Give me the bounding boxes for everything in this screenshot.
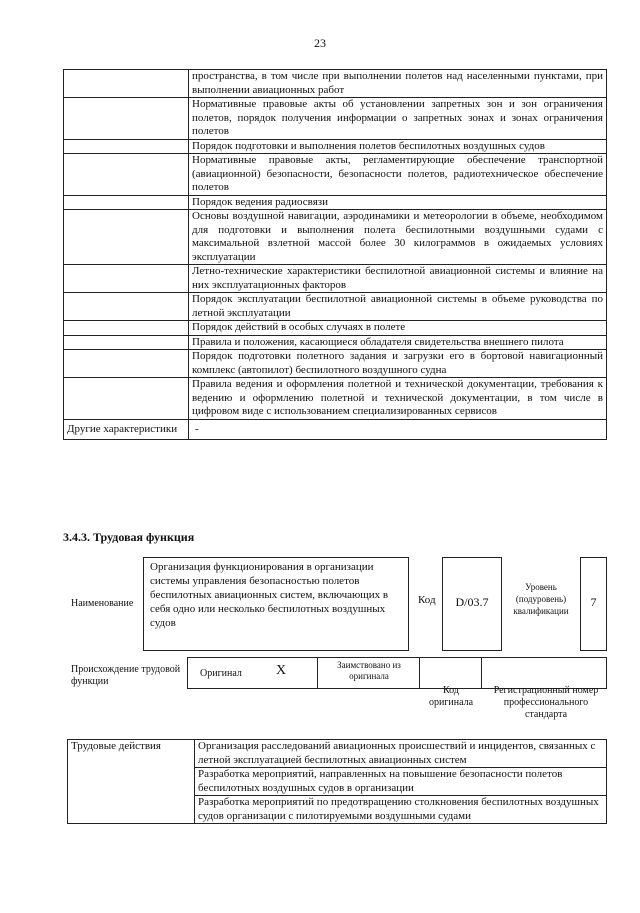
table-cell: Разработка мероприятий по предотвращению столкновения беспилотных воздушных судов организации с пилотируемыми воздушными судами bbox=[195, 796, 607, 824]
table-row bbox=[64, 350, 607, 378]
table-cell: Организация расследований авиационных происшествий и инцидентов, связанных с летной эксплуатацией беспилотных авиационных систем bbox=[195, 740, 607, 768]
table-cell bbox=[64, 293, 189, 321]
section-title: 3.4.3. Трудовая функция bbox=[63, 530, 195, 544]
level-label: Уровень (подуровень) квалификации bbox=[513, 582, 569, 616]
table-cell: Порядок подготовки полетного задания и загрузки его в бортовой навигационный комплекс (автопилот) беспилотного воздушного судна bbox=[189, 350, 607, 378]
actions-label: Трудовые действия bbox=[68, 740, 195, 824]
table-cell bbox=[64, 139, 189, 154]
table-cell bbox=[64, 210, 189, 265]
actions-table bbox=[67, 739, 607, 824]
code-label: Код bbox=[418, 594, 436, 606]
table-row bbox=[64, 321, 607, 336]
table-row bbox=[64, 98, 607, 140]
table-cell: Порядок ведения радиосвязи bbox=[189, 195, 607, 210]
original-label: Оригинал bbox=[200, 668, 242, 679]
table-cell bbox=[64, 321, 189, 336]
table-cell: Порядок эксплуатации беспилотной авиационной системы в объеме руководства по летной эксплуатации bbox=[189, 293, 607, 321]
table-cell bbox=[64, 98, 189, 140]
table-cell: Правила ведения и оформления полетной и технической документации, требования к ведению и оформлению полетной и технической документации, в том числе в цифровом виде с использованием специализированных сервисов bbox=[189, 378, 607, 420]
table-cell: Разработка мероприятий, направленных на повышение безопасности полетов беспилотных воздушных судов в организации bbox=[195, 768, 607, 796]
table-cell bbox=[64, 378, 189, 420]
table-cell: пространства, в том числе при выполнении полетов над населенными пунктами, при выполнении авиационных работ bbox=[189, 70, 607, 98]
name-label: Наименование bbox=[71, 598, 134, 609]
table-row bbox=[64, 265, 607, 293]
table-cell: Порядок подготовки и выполнения полетов беспилотных воздушных судов bbox=[189, 139, 607, 154]
code-original-label: Код оригинала bbox=[428, 685, 474, 708]
borrowed-label: Заимствовано из оригинала bbox=[337, 660, 401, 681]
table-cell bbox=[64, 154, 189, 196]
table-row bbox=[64, 378, 607, 420]
table-cell: Нормативные правовые акты об установлении запретных зон и зон ограничения полетов, порядок получения информации о запретных зонах и зонах ограничения полетов bbox=[189, 98, 607, 140]
table-cell: Правила и положения, касающиеся обладателя свидетельства внешнего пилота bbox=[189, 335, 607, 350]
function-name-box: Организация функционирования в организации системы управления безопасностью полетов беспилотных авиационных систем, включающих в себя одно или несколько беспилотных воздушных судов bbox=[143, 557, 409, 651]
table-row bbox=[64, 70, 607, 98]
table-cell: Порядок действий в особых случаях в полете bbox=[189, 321, 607, 336]
table-cell bbox=[64, 335, 189, 350]
original-mark: X bbox=[276, 663, 287, 678]
table-cell: Основы воздушной навигации, аэродинамики и метеорологии в объеме, необходимом для подготовки и выполнения полета беспилотными воздушными судами с максимальной взлетной массой более 30 килограммов в ожидаемых условиях эксплуатации bbox=[189, 210, 607, 265]
code-value-box: D/03.7 bbox=[442, 557, 502, 651]
table-row bbox=[64, 154, 607, 196]
table-row bbox=[64, 195, 607, 210]
table-cell bbox=[64, 265, 189, 293]
table-row bbox=[64, 139, 607, 154]
table-cell: - bbox=[189, 419, 607, 440]
table-row bbox=[64, 293, 607, 321]
page-number: 23 bbox=[314, 36, 326, 50]
table-cell bbox=[64, 195, 189, 210]
reg-number-label: Регистрационный номер профессионального стандарта bbox=[493, 685, 599, 720]
table-row bbox=[64, 210, 607, 265]
table-cell: Другие характеристики bbox=[64, 419, 189, 440]
table-cell: Летно-технические характеристики беспилотной авиационной системы и влияние на них эксплуатационных факторов bbox=[189, 265, 607, 293]
table-row bbox=[64, 335, 607, 350]
table-cell: Нормативные правовые акты, регламентирующие обеспечение транспортной (авиационной) безопасности, безопасности полетов, радиотехническое обеспечение полетов bbox=[189, 154, 607, 196]
table-cell bbox=[64, 70, 189, 98]
table-cell bbox=[64, 350, 189, 378]
requirements-table bbox=[63, 69, 607, 440]
level-value-box: 7 bbox=[580, 557, 607, 651]
origin-label: Происхождение трудовой функции bbox=[71, 664, 181, 687]
table-row bbox=[64, 419, 607, 440]
table-row bbox=[68, 740, 607, 768]
